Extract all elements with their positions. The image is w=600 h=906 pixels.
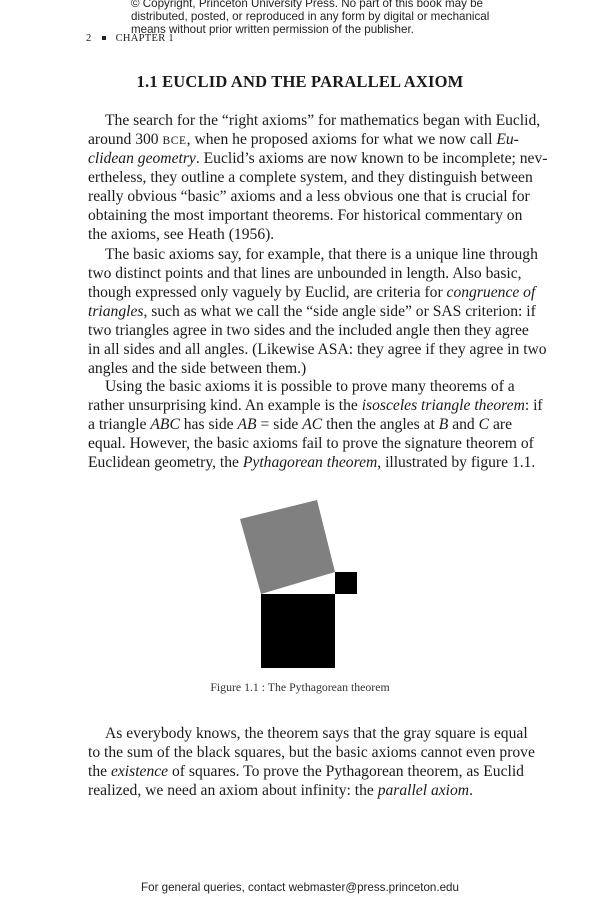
text-run: around 300: [88, 131, 163, 148]
small-leg-square: [335, 572, 357, 594]
italic-text: AC: [302, 416, 323, 433]
text-run: two distinct points and that lines are unbounded in length. Also basic,: [88, 265, 522, 282]
footer-contact: For general queries, contact webmaster@press.princeton.edu: [141, 881, 459, 894]
large-leg-square: [261, 594, 335, 668]
text-run: realized, we need an axiom about infinity: the: [88, 782, 378, 799]
text-run: , such as what we call the “side angle side” or SAS criterion: if: [143, 303, 536, 320]
text-run: the: [88, 763, 111, 780]
text-run: two triangles agree in two sides and the included angle then they agree: [88, 322, 529, 339]
text-run: are: [489, 416, 513, 433]
text-run: . Euclid’s axioms are now known to be incomplete; nev-: [195, 150, 548, 167]
italic-text: Pythagorean theorem: [242, 454, 378, 471]
copyright-line: distributed, posted, or reproduced in any form by digital or mechanical: [131, 10, 490, 23]
text-run: As everybody knows, the theorem says that the gray square is equal: [105, 725, 528, 742]
text-run: the axioms, see Heath (1956).: [88, 226, 275, 243]
text-run: though expressed only vaguely by Euclid, are criteria for: [88, 284, 447, 301]
small-caps-text: BCE: [162, 135, 187, 147]
text-run: to the sum of the black squares, but the basic axioms cannot even prove: [88, 744, 535, 761]
figure-caption: Figure 1.1 : The Pythagorean theorem: [210, 680, 390, 694]
italic-text: isosceles triangle theorem: [361, 397, 525, 414]
text-run: equal. However, the basic axioms fail to prove the signature theorem of: [88, 435, 534, 452]
text-run: Euclidean geometry, the: [88, 454, 243, 471]
text-run: really obvious “basic” axioms and a less obvious one that is crucial for: [88, 188, 530, 205]
hypotenuse-square: [240, 500, 335, 594]
text-run: = side: [256, 416, 303, 433]
text-run: .: [469, 782, 473, 799]
copyright-line: means without prior written permission of the publisher.: [131, 23, 414, 36]
text-run: The basic axioms say, for example, that there is a unique line through: [105, 246, 538, 263]
italic-text: C: [478, 416, 490, 433]
italic-text: ABC: [150, 416, 180, 433]
italic-text: Eu-: [496, 131, 519, 148]
text-run: The search for the “right axioms” for mathematics began with Euclid,: [105, 112, 541, 129]
text-run: and: [448, 416, 479, 433]
italic-text: B: [438, 416, 449, 433]
italic-text: AB: [237, 416, 257, 433]
text-run: of squares. To prove the Pythagorean theorem, as Euclid: [168, 763, 524, 780]
italic-text: parallel axiom: [377, 782, 470, 799]
text-run: then the angles at: [322, 416, 439, 433]
copyright-line: © Copyright, Princeton University Press. No part of this book may be: [131, 0, 483, 10]
italic-text: existence: [110, 763, 169, 780]
chapter-label: CHAPTER 1: [115, 33, 174, 44]
page-number: 2: [86, 33, 92, 44]
text-run: : if: [524, 397, 543, 414]
text-run: ertheless, they outline a complete system, and they distinguish between: [88, 169, 533, 186]
text-run: in all sides and all angles. (Likewise ASA: they agree if they agree in two: [88, 341, 547, 358]
text-run: rather unsurprising kind. An example is the: [88, 397, 362, 414]
italic-text: clidean geometry: [88, 150, 196, 167]
text-run: , illustrated by figure 1.1.: [377, 454, 536, 471]
section-heading: 1.1 EUCLID AND THE PARALLEL AXIOM: [136, 72, 464, 91]
text-run: a triangle: [88, 416, 151, 433]
text-run: Using the basic axioms it is possible to prove many theorems of a: [105, 378, 515, 395]
text-run: obtaining the most important theorems. For historical commentary on: [88, 207, 523, 224]
text-run: angles and the side between them.): [88, 360, 307, 377]
text-run: , when he proposed axioms for what we now call: [186, 131, 497, 148]
text-run: has side: [179, 416, 238, 433]
italic-text: triangles: [88, 303, 144, 320]
italic-text: congruence of: [446, 284, 536, 301]
